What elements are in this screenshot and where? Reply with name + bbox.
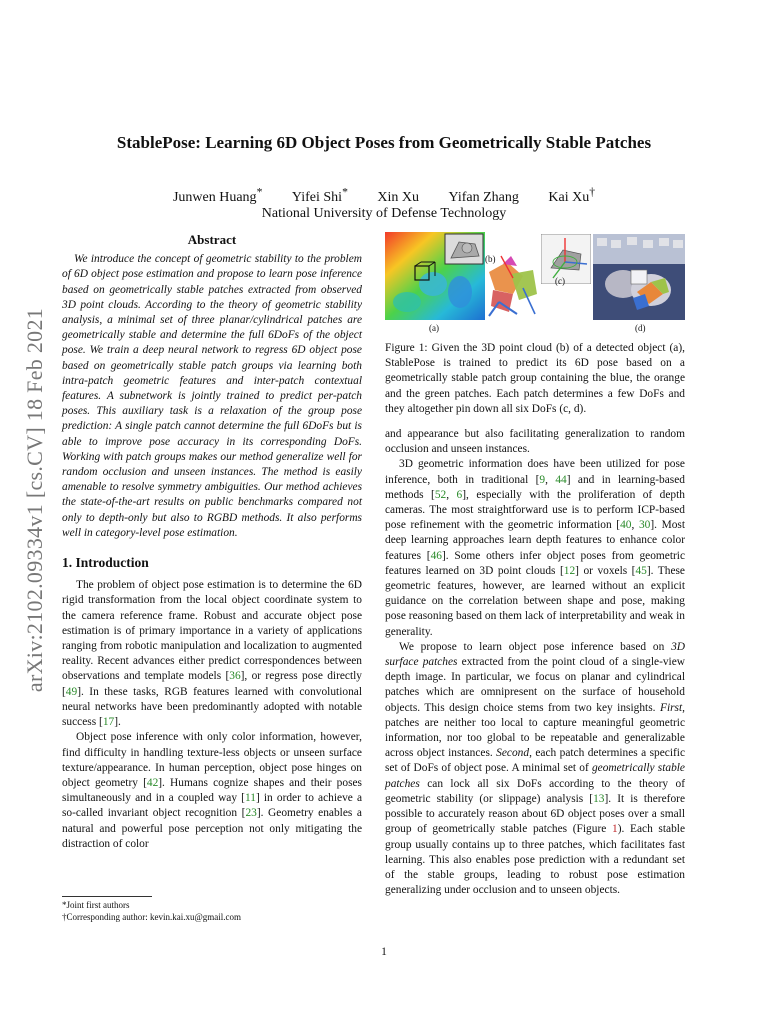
intro-paragraph-1: The problem of object pose estimation is to determine the 6D rigid transformation from the local object coordinate system to the camera reference frame. Robust and accurate object pose estimation is of primary importance in a variety of applications ranging from robotic manipulation and localization to augmented reality. Recent advances either predict correspondences between observations and template models [36], or regress pose directly [49]. In these tasks, RGB features learned with convolutional neural networks have been predominantly adopted with notable success [17].	[62, 579, 363, 729]
page-number: 1	[381, 946, 387, 958]
author-list	[0, 185, 768, 206]
right-paragraph-2: 3D geometric information does have been utilized for pose inference, both in traditional [9, 44] and in learning-based methods [52, 6], especially with the proliferation of depth cameras. The most straightforward use is to perform ICP-based pose refinement with the geometric information [40, 30]. Most deep learning approaches learn depth features to enhance color features [46]. Some others infer object poses from geometric features learned on 3D point clouds [12] or voxels [45]. These geometric features, however, are learned without an explicit guidance on the correlation between shape and pose, making pose reasoning based on them lack of interpretability and weak in generality.	[385, 458, 685, 638]
section-heading-introduction: 1. Introduction	[62, 555, 149, 571]
abstract-text: We introduce the concept of geometric stability to the problem of 6D object pose estimation and propose to learn pose inference based on geometrically stable patches extracted from observed 3D point clouds. According to the theory of geometric stability analysis, a minimal set of three planar/cylindrical patches are geometrically stable and determine the full 6DoFs of the object pose. We train a deep neural network to regress 6D object pose based on geometrically stable patch groups via learning both intra-patch geometric features and inter-patch contextual features. A subnetwork is jointly trained to predict per-patch poses. This auxiliary task is a relaxation of the group pose prediction: A single patch cannot determine the full 6DoFs but is able to improve pose accuracy in its corresponding DoFs. Working with patch groups makes our method generalize well for random occlusion and unseen instances. The method is easily amenable to resolve symmetry ambiguities. Our method achieves the state-of-the-art results on public benchmarks compared not only to depth-only but also to RGBD methods. It also performs well in category-level pose estimation.	[62, 253, 362, 539]
object-rotation-panel	[541, 234, 591, 284]
footnote-rule	[62, 896, 152, 897]
author: Kai Xu†	[548, 185, 596, 205]
citation-link[interactable]: 40	[620, 519, 632, 532]
arxiv-id: arXiv:2102.09334v1 [cs.CV] 18 Feb 2021	[22, 307, 47, 693]
author: Junwen Huang*	[172, 185, 263, 205]
figure-1	[385, 232, 685, 335]
paper-title: StablePose: Learning 6D Object Poses from Geometrically Stable Patches	[116, 133, 652, 152]
citation-link[interactable]: 30	[638, 519, 651, 532]
panel-label: (c)	[555, 276, 565, 286]
author: Xin Xu	[377, 189, 420, 205]
figure-reference-link[interactable]: 1	[611, 823, 618, 836]
right-paragraph-3: We propose to learn object pose inference based on 3D surface patches extracted from the point cloud of a single-view depth image. In particular, we focus on planar and cylindrical patches which are omnipresent on the surface of household objects. This design choice stems from two key insights. First, patches are neither too local to capture meaningful geometric information, nor too global to be repeatable and generalizable across object instances. Second, each patch determines a specific set of DoFs of object pose. A minimal set of geometrically stable patches can lock all six DoFs according to the theory of geometric stability (or slippage) analysis [13]. It is therefore possible to accurately reason about 6D object poses over a small group of geometrically stable patches (Figure 1). Each stable group usually contains up to three patches, which facilitates fast learning. This also enables pose prediction with a redundant set of the stable groups, leading to robust pose estimation generalizing under occlusion and to unseen objects.	[385, 640, 686, 897]
citation-link[interactable]: 17	[102, 716, 115, 729]
left-column	[62, 232, 362, 852]
citation-link[interactable]: 45	[635, 564, 647, 577]
citation-link[interactable]: 46	[430, 549, 442, 562]
citation-link[interactable]: 42	[146, 776, 159, 789]
author: Yifan Zhang	[448, 189, 519, 205]
panel-label: (b)	[485, 254, 496, 264]
intro-paragraph-2: Object pose inference with only color information, however, find difficulty in handling texture-less objects or unseen surface texture/appearance. In human perception, object pose hinges on object geometry [42]. Humans cognize shapes and their poses simultaneously and in a coupled way [11] in order to achieve a so-called invariant object recognition [23]. Geometry enables a natural and powerful pose perception not only mitigating the distraction of color	[62, 731, 363, 850]
citation-link[interactable]: 52	[434, 488, 447, 501]
citation-link[interactable]: 23	[245, 807, 257, 820]
citation-link[interactable]: 49	[65, 685, 78, 698]
author: Yifei Shi*	[291, 185, 348, 205]
citation-link[interactable]: 13	[593, 792, 605, 805]
citation-link[interactable]: 11	[244, 792, 256, 805]
panel-label: (d)	[635, 323, 646, 333]
abstract-heading: Abstract	[187, 232, 237, 247]
citation-link[interactable]: 12	[563, 564, 576, 577]
citation-link[interactable]: 9	[539, 473, 546, 486]
affiliation: National University of Defense Technology	[261, 206, 507, 221]
citation-link[interactable]: 44	[555, 473, 567, 486]
right-column	[385, 232, 685, 898]
footnotes	[62, 896, 362, 923]
arxiv-stamp	[20, 270, 50, 730]
figure-1-caption: Figure 1: Given the 3D point cloud (b) of a detected object (a), StablePose is trained to predict its 6D pose based on a geometrically stable patch group containing the blue, the orange and the green patches. Each patch determines a few DoFs and they altogether pin down all six DoFs (c, d).	[385, 342, 685, 415]
panel-label: (a)	[429, 323, 439, 333]
footnote-corresponding-author: †Corresponding author: kevin.kai.xu@gmail.com	[62, 912, 242, 922]
depth-image-panel	[385, 232, 485, 320]
footnote-joint-authors: *Joint first authors	[62, 900, 130, 910]
citation-link[interactable]: 36	[229, 670, 241, 683]
scene-render-panel	[593, 234, 685, 320]
right-paragraph-1: and appearance but also facilitating generalization to random occlusion and unseen instances.	[385, 428, 685, 456]
citation-link[interactable]: 6	[456, 488, 463, 501]
